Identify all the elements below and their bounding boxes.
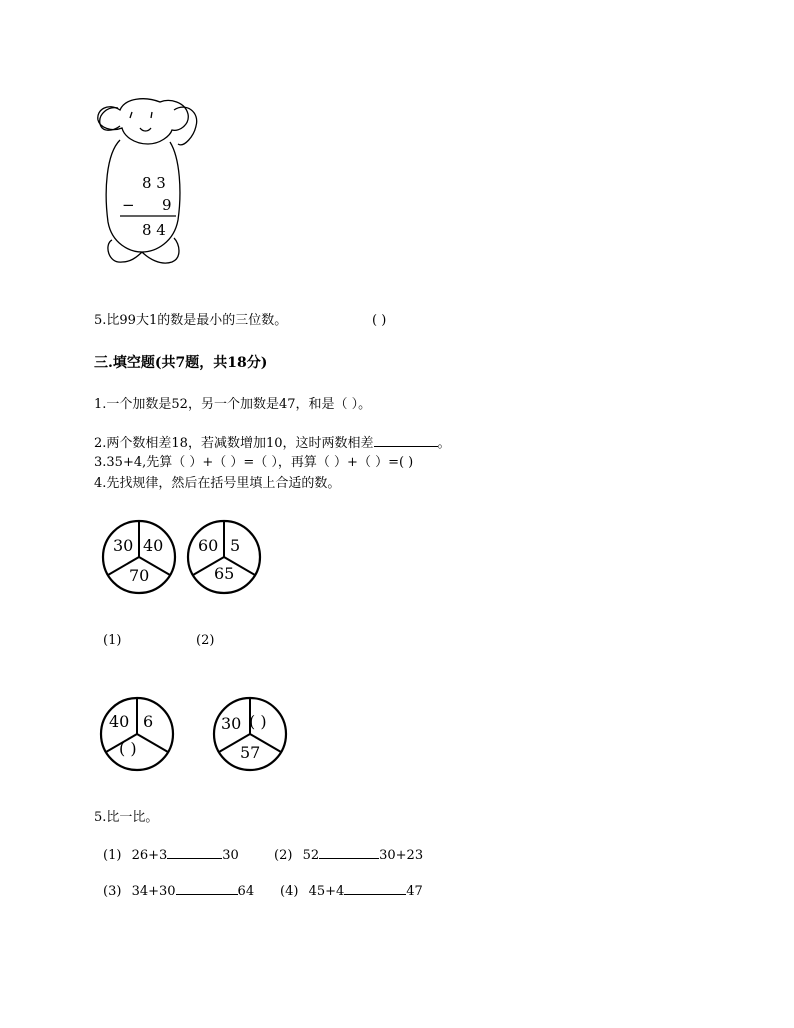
compare-item-1 (103, 846, 239, 864)
question-5-answer-bracket: ( ) (372, 313, 387, 328)
circle-3-top-left: 40 (109, 712, 130, 731)
pattern-circle-4 (212, 696, 288, 772)
compare-item-2-blank[interactable] (319, 846, 379, 859)
pattern-circle-1 (101, 519, 177, 595)
circle-label-1: (1) (103, 633, 122, 648)
compare-item-1-right: 30 (222, 848, 239, 863)
compare-item-4-blank[interactable] (344, 882, 406, 895)
elephant-minuend: 8 3 (142, 174, 166, 192)
compare-item-3-left: 34+30 (131, 884, 176, 899)
compare-item-4-label: (4) (280, 884, 299, 899)
elephant-illustration (90, 92, 200, 277)
circle-label-2: (2) (196, 633, 215, 648)
section-3-heading: 三.填空题(共7题，共18分) (94, 355, 268, 371)
fill-question-2-answer-blank[interactable] (374, 434, 438, 447)
elephant-minus-sign: − (122, 196, 135, 214)
compare-item-3-right: 64 (237, 884, 255, 899)
circle-4-answer-top-right: ( ) (249, 712, 267, 731)
circle-3-top-right: 6 (143, 712, 154, 731)
circle-2-top-left: 60 (198, 536, 219, 555)
compare-item-4 (280, 882, 423, 900)
compare-item-2-right: 30+23 (379, 848, 424, 863)
compare-item-2 (274, 846, 423, 864)
circle-2-top-right: 5 (230, 536, 241, 555)
circle-4-top-left: 30 (221, 714, 242, 733)
compare-item-3-blank[interactable] (176, 882, 238, 895)
compare-item-3 (103, 882, 254, 900)
compare-item-4-left: 45+4 (308, 884, 345, 899)
compare-item-2-left: 52 (302, 848, 320, 863)
circle-1-bottom: 70 (129, 566, 150, 585)
pattern-circle-2 (186, 519, 262, 595)
compare-item-3-label: (3) (103, 884, 122, 899)
fill-question-4: 4.先找规律，然后在括号里填上合适的数。 (94, 476, 341, 491)
compare-item-1-label: (1) (103, 848, 122, 863)
fill-question-3: 3.35+4,先算（ ）+（ ）=（ ），再算（ ）+（ ）=( ) (94, 455, 414, 470)
compare-item-1-left: 26+3 (131, 848, 168, 863)
compare-title: 5.比一比。 (94, 810, 159, 825)
fill-question-2-text: 2.两个数相差18，若减数增加10，这时两数相差 (94, 436, 374, 451)
compare-item-2-label: (2) (274, 848, 293, 863)
elephant-result: 8 4 (142, 221, 166, 239)
pattern-circle-3 (99, 696, 175, 772)
compare-item-1-blank[interactable] (167, 846, 222, 859)
fill-question-2-end: 。 (437, 436, 451, 451)
circle-1-top-left: 30 (113, 536, 134, 555)
fill-question-1: 1.一个加数是52，另一个加数是47，和是（ ）。 (94, 397, 372, 412)
circle-2-bottom: 65 (214, 564, 235, 583)
question-5-true-false (94, 313, 287, 329)
question-5-text: 5.比99大1的数是最小的三位数。 (94, 313, 288, 328)
compare-item-4-right: 47 (406, 884, 423, 899)
fill-question-2 (94, 434, 451, 452)
circle-3-answer-bottom: ( ) (119, 739, 137, 758)
circle-4-bottom: 57 (240, 743, 261, 762)
circle-1-top-right: 40 (143, 536, 164, 555)
elephant-subtrahend: 9 (162, 196, 172, 214)
